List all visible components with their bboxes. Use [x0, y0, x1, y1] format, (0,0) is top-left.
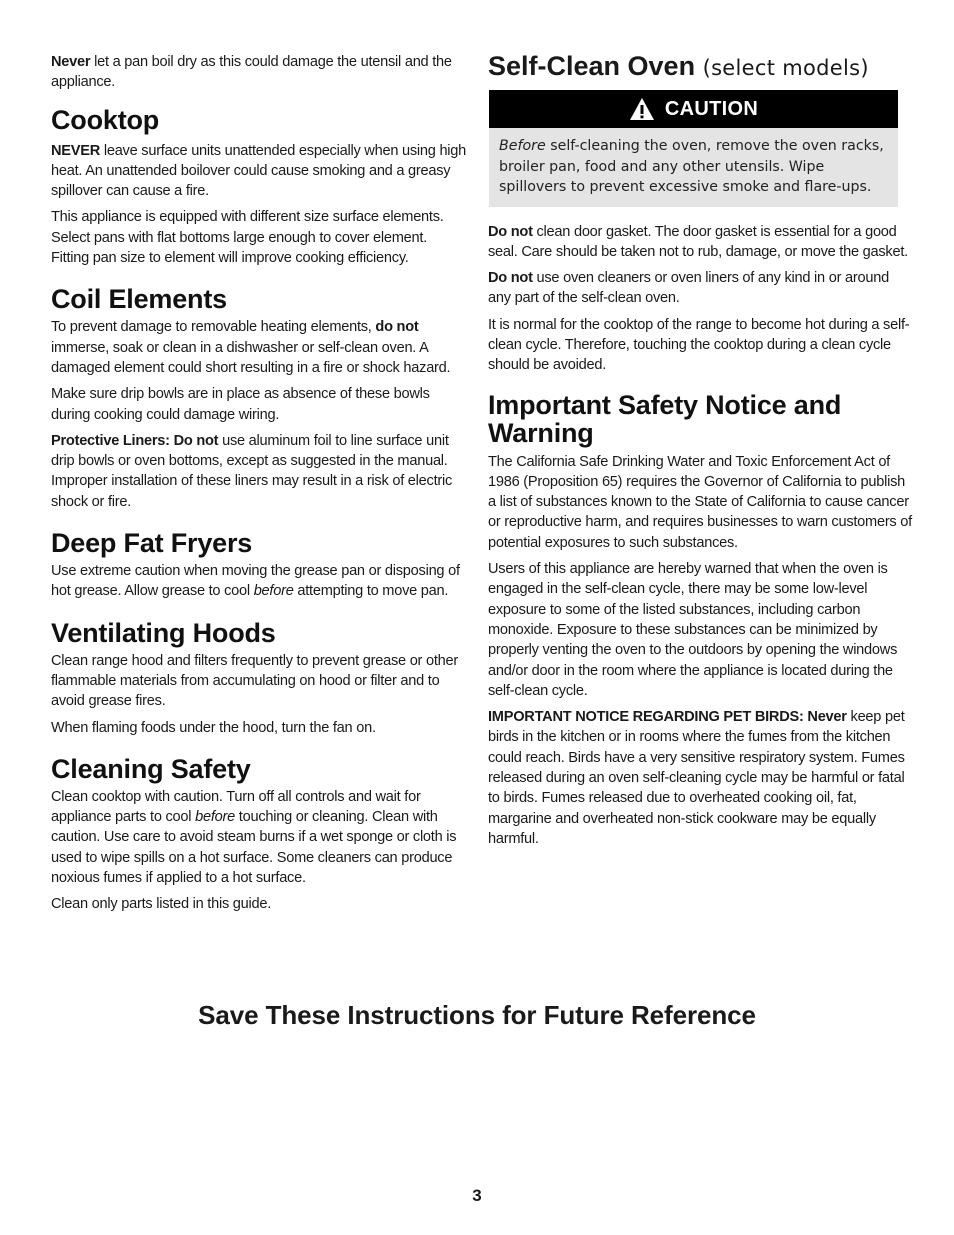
caution-body: Before self-cleaning the oven, remove the oven racks, broiler pan, food and any other utensils. Wipe spillovers to prevent excessive smoke and flare-ups.	[489, 128, 898, 207]
coil-elements-heading: Coil Elements	[51, 284, 227, 315]
fryers-paragraph-1: Use extreme caution when moving the grease pan or disposing of hot grease. Allow grease to cool before attempting to move pan.	[51, 563, 460, 600]
important-paragraph-2: Users of this appliance are hereby warned that when the oven is engaged in the self-clean cycle, there may be some low-level exposure to some of the listed substances, including carbon monoxide. Exposure to these substances can be minimized by properly venting the oven to the outdoors by opening the windows and/or door in the room where the appliance is located during the self-clean cycle.	[488, 561, 898, 699]
page-number: 3	[472, 1186, 482, 1205]
cleaning-paragraph-2: Clean only parts listed in this guide.	[51, 896, 272, 913]
deep-fat-fryers-heading: Deep Fat Fryers	[51, 528, 253, 559]
ventilating-hoods-heading: Ventilating Hoods	[51, 617, 276, 648]
important-paragraph-3: IMPORTANT NOTICE REGARDING PET BIRDS: Never keep pet birds in the kitchen or in rooms where the fumes from the kitchen could reach. Birds have a very sensitive respiratory system. Fumes released during an oven self-cleaning cycle may be harmful or fatal to birds. Fumes released due to overheated cooking oil, fat, margarine and overheated non-stick cookware may be equally harmful.	[488, 709, 905, 847]
cooktop-heading: Cooktop	[51, 104, 160, 135]
selfclean-paragraph-1: Do not clean door gasket. The door gasket is essential for a good seal. Care should be taken not to rub, damage, or move the gasket.	[488, 223, 908, 260]
caution-label: CAUTION	[664, 97, 759, 120]
right-column	[488, 52, 912, 855]
coil-paragraph-2: Make sure drip bowls are in place as absence of these bowls during cooking could damage wiring.	[51, 386, 430, 423]
coil-paragraph-3: Protective Liners: Do not use aluminum foil to line surface unit drip bowls or oven bottoms, except as suggested in the manual. Improper installation of these liners may result in a risk of electric shock or fire.	[51, 432, 453, 510]
important-safety-notice-heading: Important Safety Notice and Warning	[488, 389, 842, 449]
selfclean-paragraph-3: It is normal for the cooktop of the range to become hot during a self-clean cycle. Therefore, touching the cooktop during a clean cycle should be avoided.	[488, 316, 910, 374]
cleaning-safety-heading: Cleaning Safety	[51, 753, 251, 784]
caution-box	[489, 90, 898, 207]
left-column	[51, 52, 467, 921]
cooktop-paragraph-2: This appliance is equipped with different size surface elements. Select pans with flat bottoms large enough to cover element. Fitting pan size to element will improve cooking efficiency.	[51, 209, 444, 267]
footer-title: Save These Instructions for Future Reference	[198, 1000, 756, 1030]
important-paragraph-1: The California Safe Drinking Water and Toxic Enforcement Act of 1986 (Proposition 65) requires the Governor of California to publish a list of substances known to the State of California to cause cancer or reproductive harm, and requires businesses to warn customers of potential exposures to such substances.	[488, 453, 912, 551]
cooktop-paragraph-1: NEVER leave surface units unattended especially when using high heat. An unattended boilover could cause smoking and a greasy spillover can cause a fire.	[51, 142, 467, 200]
intro-paragraph: Never let a pan boil dry as this could damage the utensil and the appliance.	[51, 54, 452, 91]
cleaning-paragraph-1: Clean cooktop with caution. Turn off all controls and wait for appliance parts to cool before touching or cleaning. Clean with caution. Use care to avoid steam burns if a wet sponge or cloth is used to wipe spills on a hot surface. Some cleaners can produce noxious fumes if applied to a hot surface.	[51, 788, 457, 887]
coil-paragraph-1: To prevent damage to removable heating elements, do not immerse, soak or clean in a dishwasher or self-clean oven. A damaged element could short resulting in a fire or shock hazard.	[51, 319, 451, 376]
hoods-paragraph-2: When flaming foods under the hood, turn the fan on.	[51, 719, 376, 736]
caution-header	[489, 90, 898, 128]
selfclean-paragraph-2: Do not use oven cleaners or oven liners of any kind in or around any part of the self-clean oven.	[488, 270, 889, 307]
heading-subtitle: (select models)	[702, 56, 869, 80]
warning-triangle-icon	[629, 97, 655, 121]
self-clean-oven-heading: Self-Clean Oven (select models)	[488, 51, 869, 81]
hoods-paragraph-1: Clean range hood and filters frequently to prevent grease or other flammable materials from accumulating on hood or filter and to avoid grease fires.	[51, 652, 458, 710]
